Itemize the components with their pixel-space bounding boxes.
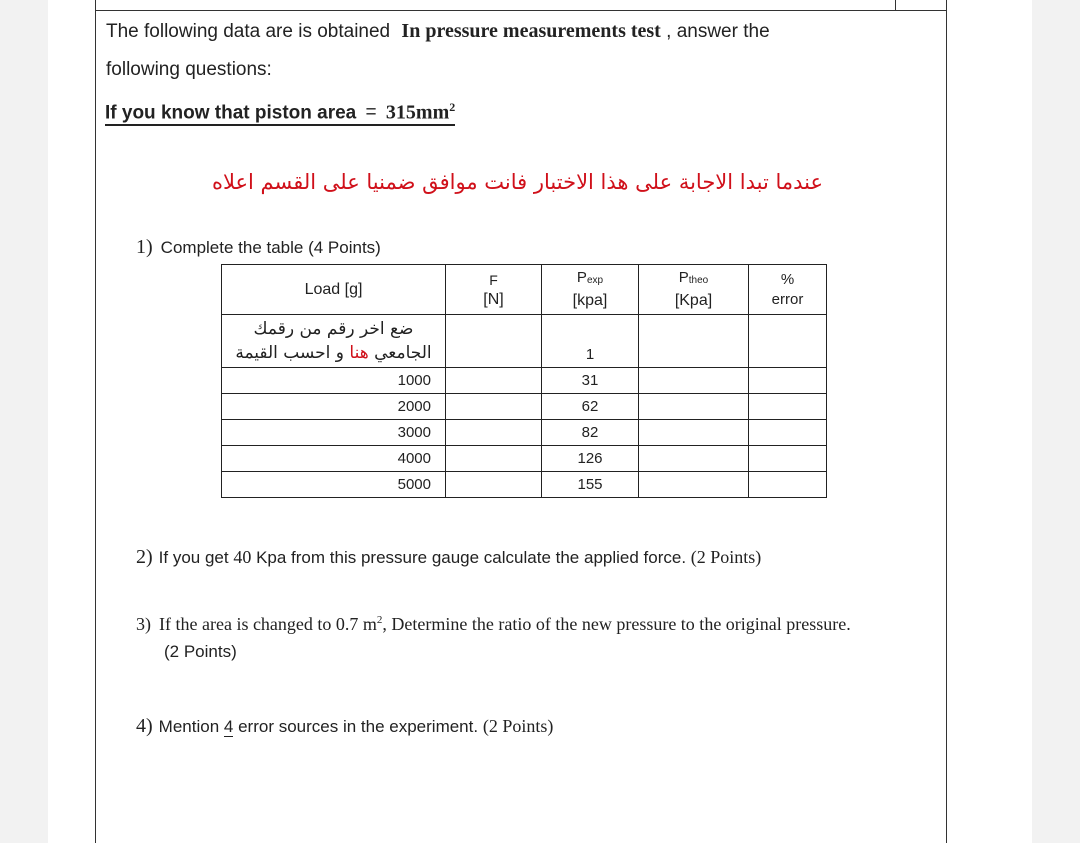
ptheo-sub: theo	[688, 275, 709, 286]
ptheo-cell[interactable]	[639, 472, 749, 498]
force-cell[interactable]	[446, 472, 542, 498]
pexp-cell: 126	[542, 446, 639, 472]
pexp-cell: 62	[542, 394, 639, 420]
area-value: 315mm	[385, 101, 450, 124]
question-2-number: 2)	[136, 546, 153, 568]
piston-area-line	[105, 96, 455, 126]
question-3-text-end: , Determine the ratio of the new pressure to the original pressure.	[382, 614, 851, 634]
instruction-highlight: هنا	[349, 343, 369, 363]
ptheo-cell[interactable]	[639, 368, 749, 394]
instruction-line-1: ضع اخر رقم من رقمك	[253, 319, 414, 339]
question-3-points: (2 Points)	[164, 642, 237, 661]
test-name: In pressure measurements test	[401, 20, 661, 42]
load-cell: 3000	[222, 420, 446, 446]
header-pexp	[542, 265, 639, 315]
force-cell[interactable]	[446, 315, 542, 368]
error-cell[interactable]	[749, 394, 827, 420]
force-cell[interactable]	[446, 446, 542, 472]
table-row	[222, 472, 827, 498]
ptheo-cell[interactable]	[639, 315, 749, 368]
question-3-text: If the area is changed to 0.7 m	[159, 614, 377, 634]
header-load: Load [g]	[222, 265, 446, 315]
header-force-symbol: F	[489, 271, 498, 288]
pexp-base: P	[576, 269, 587, 286]
pexp-cell: 82	[542, 420, 639, 446]
pexp-sub: exp	[586, 275, 604, 286]
top-cell-divider	[895, 0, 896, 10]
error-cell[interactable]	[749, 446, 827, 472]
pexp-cell: 155	[542, 472, 639, 498]
header-error-symbol: %	[780, 270, 795, 288]
question-4-count: 4	[223, 717, 234, 736]
area-exponent: 2	[449, 100, 456, 114]
force-cell[interactable]	[446, 420, 542, 446]
error-cell[interactable]	[749, 368, 827, 394]
pexp-cell: 1	[542, 315, 639, 368]
data-table	[221, 264, 827, 498]
student-number-instruction	[222, 315, 446, 368]
intro-line-2: following questions:	[106, 59, 272, 80]
arabic-notice: عندما تبدا الاجابة على هذا الاختبار فانت موافق ضمنيا على القسم اعلاه	[211, 170, 824, 194]
question-3-exponent: 2	[376, 614, 383, 626]
load-cell: 4000	[222, 446, 446, 472]
load-cell: 5000	[222, 472, 446, 498]
table-row	[222, 420, 827, 446]
header-pexp-symbol	[542, 268, 638, 291]
question-2-text-end: Kpa from this pressure gauge calculate the applied force.	[256, 548, 687, 567]
question-2-value: 40	[233, 547, 252, 567]
error-cell[interactable]	[749, 315, 827, 368]
top-rule	[95, 10, 947, 11]
header-pexp-unit: [kpa]	[572, 292, 608, 309]
question-4	[136, 715, 553, 738]
intro-line-1	[106, 20, 770, 43]
area-equals: =	[365, 102, 377, 124]
header-error-unit: error	[771, 290, 804, 308]
question-1-text: Complete the table (4 Points)	[160, 238, 381, 257]
area-label: If you know that piston area	[105, 102, 357, 124]
intro-text-end: , answer the	[666, 21, 770, 42]
table-row	[222, 315, 827, 368]
pexp-cell: 31	[542, 368, 639, 394]
load-cell: 2000	[222, 394, 446, 420]
error-cell[interactable]	[749, 472, 827, 498]
question-4-number: 4)	[136, 715, 153, 737]
question-2	[136, 546, 761, 569]
header-ptheo-unit: [Kpa]	[674, 292, 713, 309]
ptheo-cell[interactable]	[639, 420, 749, 446]
ptheo-cell[interactable]	[639, 394, 749, 420]
question-3-number: 3)	[136, 614, 151, 634]
header-force	[446, 265, 542, 315]
intro-text: The following data are is obtained	[106, 21, 391, 42]
error-cell[interactable]	[749, 420, 827, 446]
header-ptheo	[639, 265, 749, 315]
header-error	[749, 265, 827, 315]
instruction-line-2	[222, 341, 445, 365]
question-1	[136, 236, 381, 259]
instruction-end: و احسب القيمة	[235, 343, 345, 363]
question-4-points: (2 Points)	[482, 716, 554, 736]
question-4-text-end: error sources in the experiment.	[238, 717, 479, 736]
question-4-text: Mention	[158, 717, 220, 736]
table-row	[222, 394, 827, 420]
question-3	[136, 614, 851, 635]
table-row	[222, 446, 827, 472]
force-cell[interactable]	[446, 368, 542, 394]
question-2-text: If you get	[158, 548, 229, 567]
instruction-word: الجامعي	[374, 343, 432, 363]
ptheo-cell[interactable]	[639, 446, 749, 472]
header-ptheo-symbol	[639, 268, 748, 291]
question-2-points: (2 Points)	[690, 547, 762, 567]
table-row	[222, 368, 827, 394]
question-1-number: 1)	[136, 236, 153, 258]
ptheo-base: P	[678, 269, 689, 286]
header-force-unit: [N]	[483, 290, 504, 308]
load-cell: 1000	[222, 368, 446, 394]
table-header-row	[222, 265, 827, 315]
force-cell[interactable]	[446, 394, 542, 420]
